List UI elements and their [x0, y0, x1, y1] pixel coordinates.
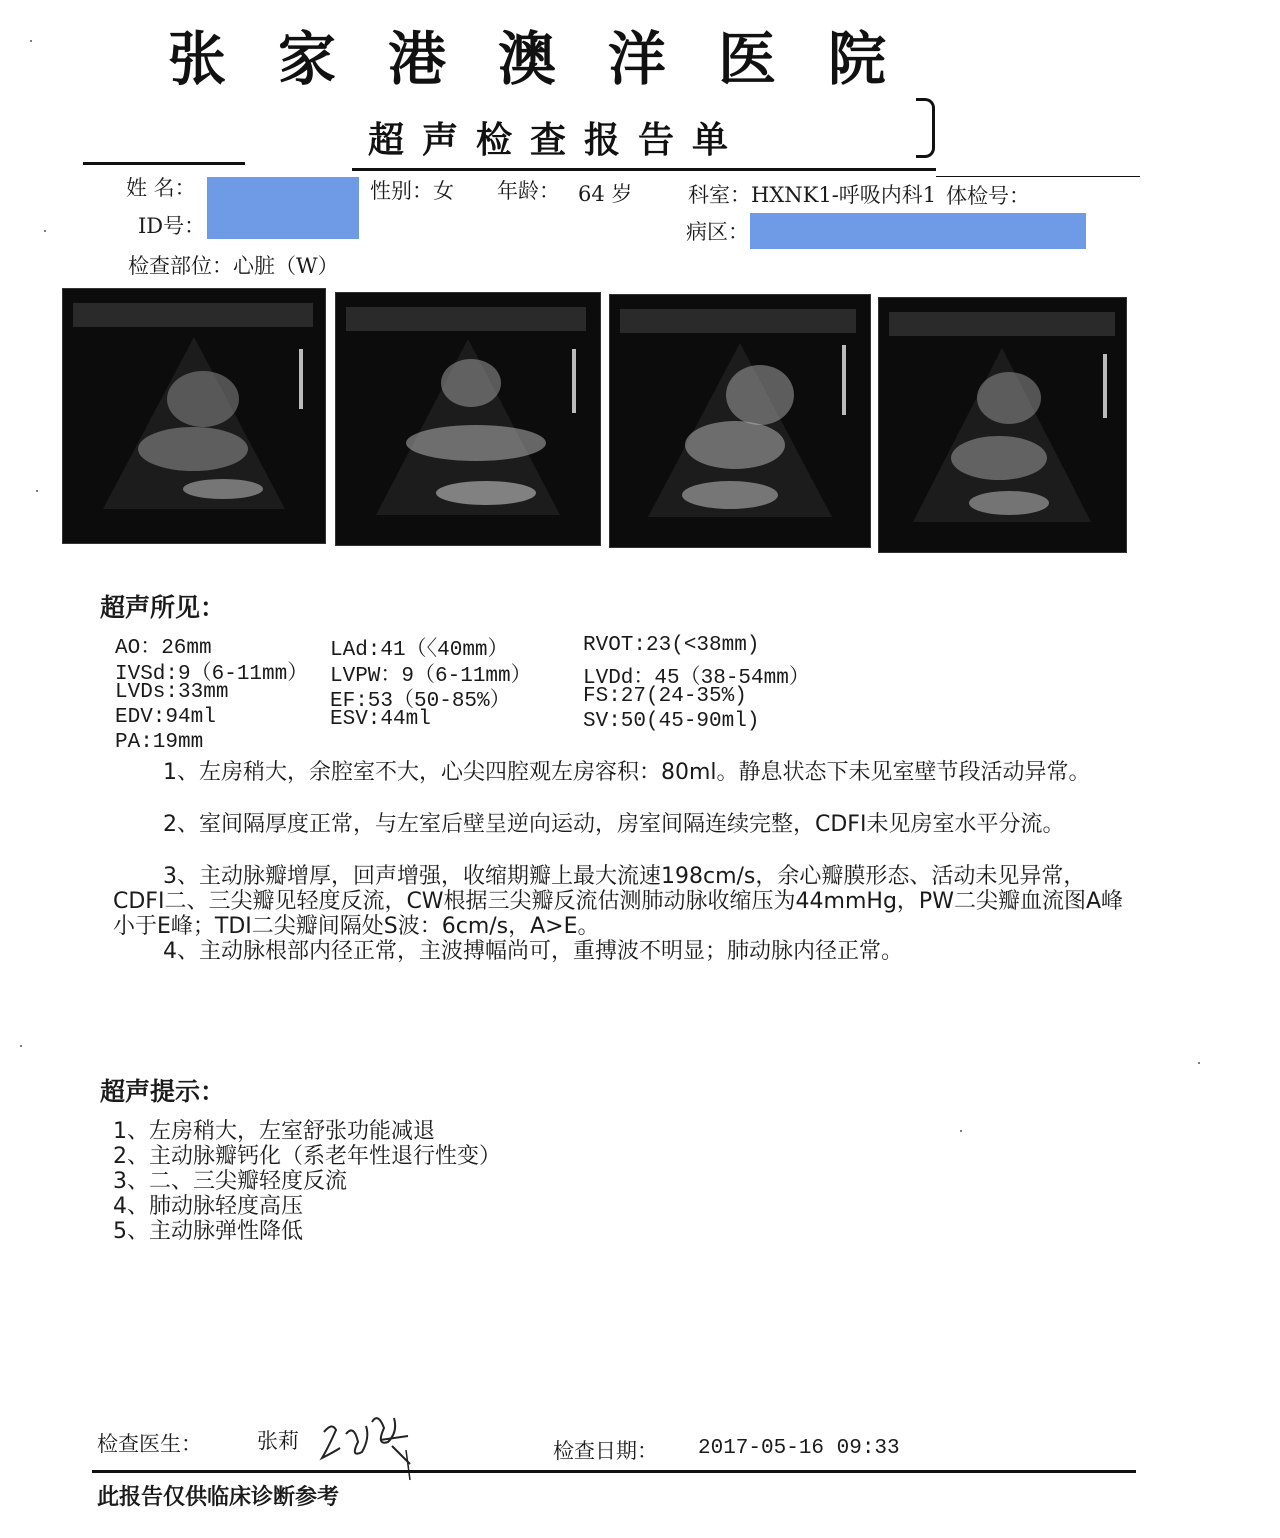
- name-label: 姓 名：: [126, 176, 196, 200]
- scan-speck: [20, 1045, 22, 1047]
- redaction-name-id: [207, 177, 359, 239]
- impression-item-1: 1、左房稍大，左室舒张功能减退: [113, 1119, 435, 1144]
- doctor-name: 张莉: [257, 1429, 299, 1453]
- measurement-lvdd: LVDd：45（38-54mm）: [583, 667, 810, 690]
- ward-label: 病区：: [686, 220, 749, 244]
- finding-paragraph-3: 3、主动脉瓣增厚，回声增强，收缩期瓣上最大流速198cm/s，余心瓣膜形态、活动未见异常，CDFI二、三尖瓣见轻度反流，CW根据三尖瓣反流估测肺动脉收缩压为44mmHg，PW二尖瓣血流图A峰小于E峰；TDI二尖瓣间隔处S波：6cm/s，A>E。: [113, 864, 1123, 939]
- scan-speck: [1198, 1062, 1200, 1064]
- measurement-ivsd: IVSd:9（6-11mm）: [115, 663, 309, 686]
- measurement-rvot: RVOT:23(<38mm): [583, 634, 760, 657]
- exam-number-label: 体检号：: [946, 184, 1030, 208]
- exam-date-value: 2017-05-16 09:33: [698, 1437, 900, 1460]
- exam-date-label: 检查日期：: [553, 1439, 658, 1463]
- disclaimer: 此报告仅供临床诊断参考: [97, 1485, 340, 1510]
- measurement-lvpw: LVPW：9（6-11mm）: [330, 665, 532, 688]
- hospital-name: 张家港澳洋医院: [168, 25, 939, 93]
- age-value: 64 岁: [578, 182, 633, 206]
- scan-speck: [44, 230, 46, 232]
- redaction-ward: [750, 213, 1086, 249]
- ultrasound-image-1: [62, 288, 326, 544]
- finding-paragraph-2: 2、室间隔厚度正常，与左室后壁呈逆向运动，房室间隔连续完整，CDFI未见房室水平分流。: [163, 812, 1065, 837]
- footer-rule: [92, 1470, 1136, 1473]
- scan-speck: [960, 1130, 962, 1132]
- measurement-lvds: LVDs:33mm: [115, 681, 229, 704]
- measurement-edv: EDV:94ml: [115, 706, 216, 729]
- impression-heading: 超声提示：: [100, 1077, 226, 1106]
- scan-speck: [36, 490, 38, 492]
- report-title: 超声检查报告单: [368, 120, 747, 161]
- gender-text: 性别：女: [370, 179, 454, 203]
- ultrasound-image-4: [878, 297, 1127, 553]
- measurement-esv: ESV:44ml: [330, 708, 431, 731]
- department-text: 科室：HXNK1-呼吸内科1: [688, 183, 937, 207]
- doctor-label: 检查医生：: [97, 1432, 202, 1456]
- measurement-ao: AO：26mm: [115, 637, 212, 660]
- findings-heading: 超声所见：: [100, 593, 226, 622]
- header-rule-right: [352, 168, 936, 171]
- age-label: 年龄：: [497, 179, 560, 203]
- impression-item-5: 5、主动脉弹性降低: [113, 1219, 303, 1244]
- measurement-lad: LAd:41（〈40mm）: [330, 639, 509, 662]
- finding-paragraph-4: 4、主动脉根部内径正常，主波搏幅尚可，重搏波不明显；肺动脉内径正常。: [163, 939, 903, 964]
- bracket-mark: [916, 98, 935, 158]
- measurement-sv: SV:50(45-90ml): [583, 710, 760, 733]
- measurement-ef: EF:53（50-85%）: [330, 690, 511, 713]
- id-label: ID号：: [138, 214, 206, 238]
- impression-item-3: 3、二、三尖瓣轻度反流: [113, 1169, 347, 1194]
- ultrasound-image-3: [609, 294, 871, 548]
- measurement-fs: FS:27(24-35%): [583, 685, 747, 708]
- measurement-pa: PA:19mm: [115, 731, 204, 754]
- scan-speck: [30, 40, 32, 42]
- finding-paragraph-1: 1、左房稍大，余腔室不大，心尖四腔观左房容积：80ml。静息状态下未见室壁节段活动异常。: [163, 760, 1091, 785]
- ultrasound-image-2: [335, 292, 601, 546]
- header-rule-left: [83, 162, 245, 165]
- header-rule-thin: [936, 176, 1140, 177]
- impression-item-2: 2、主动脉瓣钙化（系老年性退行性变）: [113, 1144, 501, 1169]
- impression-item-4: 4、肺动脉轻度高压: [113, 1194, 303, 1219]
- exam-site: 检查部位：心脏（W）: [128, 254, 339, 278]
